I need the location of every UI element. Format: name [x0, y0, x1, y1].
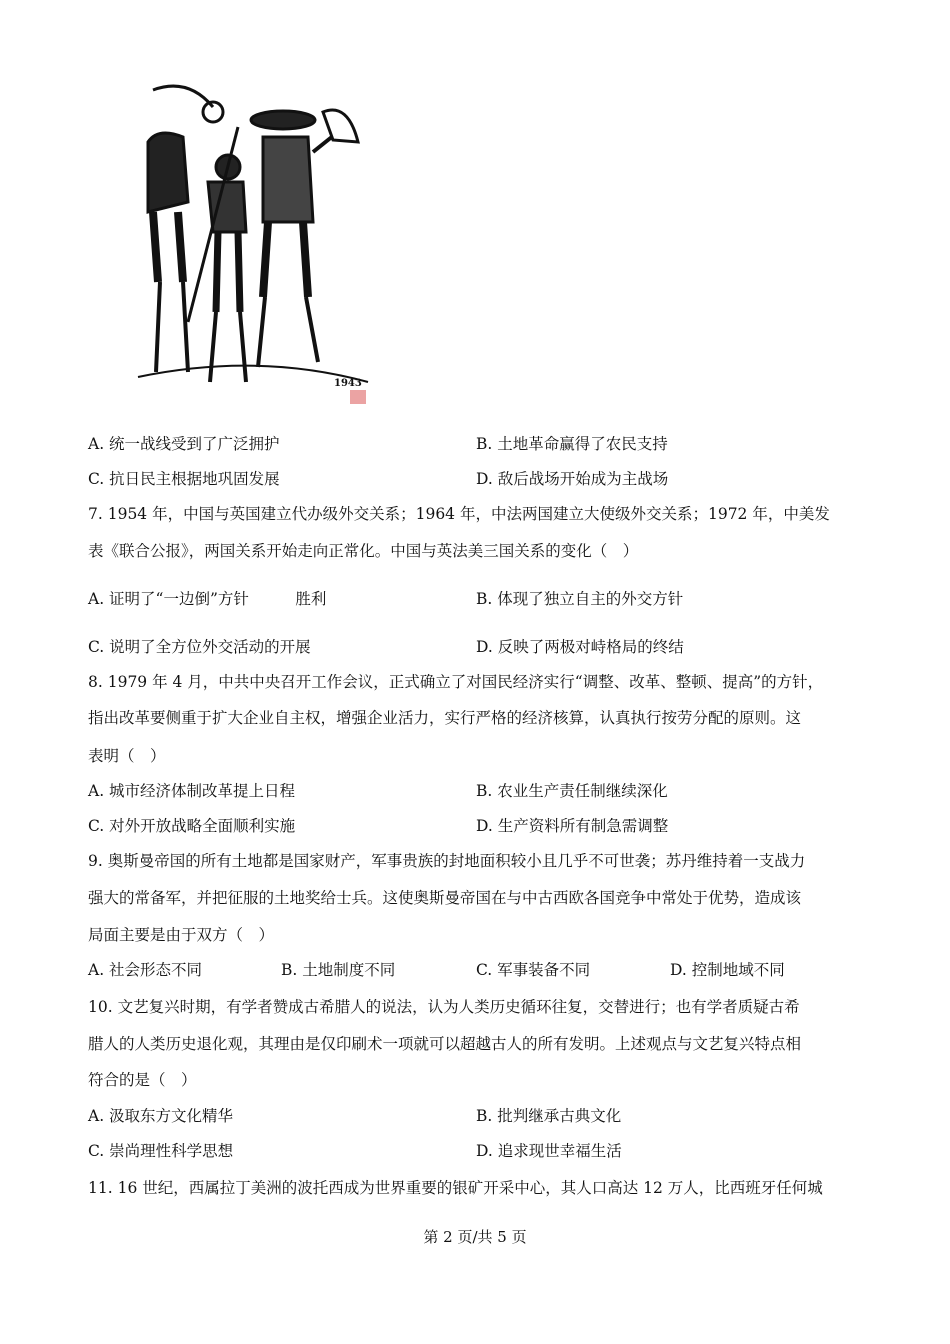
- q7-option-b[interactable]: B. 体现了独立自主的外交方针: [476, 590, 684, 608]
- q9-stem-line: 局面主要是由于双方（ ）: [88, 926, 275, 944]
- q9-option-d[interactable]: D. 控制地域不同: [670, 961, 785, 979]
- year-mark: 1943: [334, 378, 362, 389]
- q10-option-c[interactable]: C. 崇尚理性科学思想: [88, 1142, 234, 1160]
- artist-seal: [350, 390, 366, 404]
- q10-stem-line: 10. 文艺复兴时期，有学者赞成古希腊人的说法，认为人类历史循环往复，交替进行；也有学者质疑古希: [88, 998, 800, 1016]
- q10-option-a[interactable]: A. 汲取东方文化精华: [88, 1107, 234, 1125]
- q9-stem-line: 强大的常备军，并把征服的土地奖给士兵。这使奥斯曼帝国在与中古西欧各国竞争中常处于优势，造成该: [88, 889, 802, 907]
- q9-option-c[interactable]: C. 军事装备不同: [476, 961, 591, 979]
- q10-option-b[interactable]: B. 批判继承古典文化: [476, 1107, 622, 1125]
- q10-option-d[interactable]: D. 追求现世幸福生活: [476, 1142, 622, 1160]
- q6-option-b[interactable]: B. 土地革命赢得了农民支持: [476, 435, 668, 453]
- q10-stem-line: 符合的是（ ）: [88, 1071, 197, 1089]
- q9-stem-line: 9. 奥斯曼帝国的所有土地都是国家财产，军事贵族的封地面积较小且几乎不可世袭；苏丹维持着一支战力: [88, 852, 806, 870]
- q8-option-a[interactable]: A. 城市经济体制改革提上日程: [88, 782, 296, 800]
- q6-option-c[interactable]: C. 抗日民主根据地巩固发展: [88, 470, 280, 488]
- page-number-footer: 第 2 页/共 5 页: [423, 1228, 527, 1246]
- q11-stem-line: 11. 16 世纪，西属拉丁美洲的波托西成为世界重要的银矿开采中心，其人口高达 12 万人，比西班牙任何城: [88, 1179, 823, 1197]
- q6-option-d[interactable]: D. 敌后战场开始成为主战场: [476, 470, 669, 488]
- q7-option-d[interactable]: D. 反映了两极对峙格局的终结: [476, 638, 684, 656]
- q7-stem-line: 表《联合公报》，两国关系开始走向正常化。中国与英法美三国关系的变化（ ）: [88, 542, 639, 560]
- q6-option-a[interactable]: A. 统一战线受到了广泛拥护: [88, 435, 280, 453]
- q7-option-c[interactable]: C. 说明了全方位外交活动的开展: [88, 638, 311, 656]
- q8-stem-line: 指出改革要侧重于扩大企业自主权，增强企业活力，实行严格的经济核算，认真执行按劳分配的原则。这: [88, 709, 802, 727]
- q8-option-d[interactable]: D. 生产资料所有制急需调整: [476, 817, 669, 835]
- q10-stem-line: 腊人的人类历史退化观，其理由是仅印刷术一项就可以超越古人的所有发明。上述观点与文艺复兴特点相: [88, 1035, 802, 1053]
- q7-option-a[interactable]: A. 证明了“一边倒”方针 胜利: [88, 590, 327, 608]
- q7-stem-line: 7. 1954 年，中国与英国建立代办级外交关系；1964 年，中法两国建立大使级外交关系；1972 年，中美发: [88, 505, 830, 523]
- q9-option-a[interactable]: A. 社会形态不同: [88, 961, 203, 979]
- q9-option-b[interactable]: B. 土地制度不同: [281, 961, 396, 979]
- q8-option-b[interactable]: B. 农业生产责任制继续深化: [476, 782, 668, 800]
- q8-stem-line: 表明（ ）: [88, 747, 166, 765]
- q8-stem-line: 8. 1979 年 4 月，中共中央召开工作会议，正式确立了对国民经济实行“调整、改革、整顿、提高”的方针，: [88, 673, 824, 691]
- woodcut-stilt-walkers-illustration: [128, 82, 388, 412]
- q8-option-c[interactable]: C. 对外开放战略全面顺利实施: [88, 817, 296, 835]
